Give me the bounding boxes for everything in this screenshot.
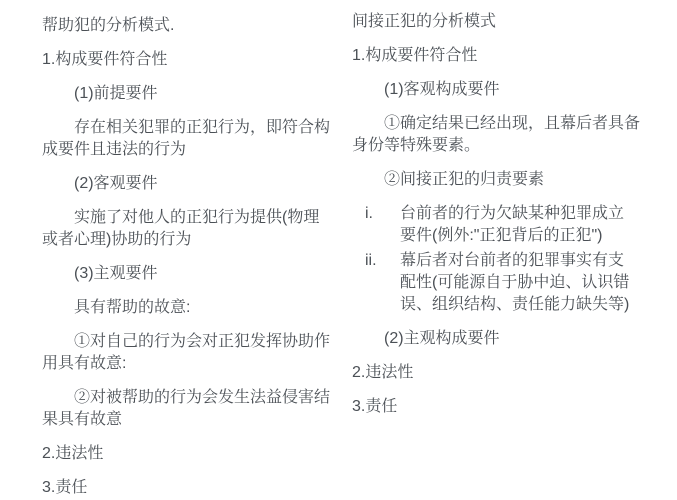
list-item-text: 台前者的行为欠缺某种犯罪成立要件(例外:"正犯背后的正犯") xyxy=(400,205,625,244)
paragraph: 3.责任 xyxy=(352,398,398,415)
paragraph: (1)客观构成要件 xyxy=(384,81,500,98)
paragraph: (2)客观要件 xyxy=(74,175,158,192)
paragraph: ①确定结果已经出现，且幕后者具备身份等特殊要素。 xyxy=(352,115,641,154)
paragraph: 实施了对他人的正犯行为提供(物理或者心理)协助的行为 xyxy=(42,209,320,248)
column-left xyxy=(42,15,334,500)
paragraph: 存在相关犯罪的正犯行为，即符合构成要件且违法的行为 xyxy=(42,119,331,158)
paragraph: ②间接正犯的归责要素 xyxy=(384,171,545,188)
list-marker: ii. xyxy=(365,252,377,269)
paragraph: 2.违法性 xyxy=(42,445,104,462)
paragraph: (1)前提要件 xyxy=(74,85,158,102)
paragraph: (2)主观构成要件 xyxy=(384,330,500,347)
paragraph: ①对自己的行为会对正犯发挥协助作用具有故意: xyxy=(42,333,331,372)
paragraph: 1.构成要件符合性 xyxy=(42,51,168,68)
paragraph: (3)主观要件 xyxy=(74,265,158,282)
list-item xyxy=(352,250,646,316)
list-item xyxy=(352,203,646,247)
document-title-right: 间接正犯的分析模式 xyxy=(352,13,497,30)
paragraph: 3.责任 xyxy=(42,479,88,496)
list-item-text: 幕后者对台前者的犯罪事实有支配性(可能源自于胁中迫、认识错误、组织结构、责任能力缺失等) xyxy=(400,252,630,313)
paragraph: 2.违法性 xyxy=(352,364,414,381)
paragraph: 1.构成要件符合性 xyxy=(352,47,478,64)
list-marker: i. xyxy=(365,205,373,222)
paragraph: ②对被帮助的行为会发生法益侵害结果具有故意 xyxy=(42,389,331,428)
roman-list xyxy=(352,203,646,316)
paragraph: 具有帮助的故意: xyxy=(74,299,191,316)
column-right xyxy=(352,11,646,430)
document-title-left: 帮助犯的分析模式. xyxy=(42,17,175,34)
